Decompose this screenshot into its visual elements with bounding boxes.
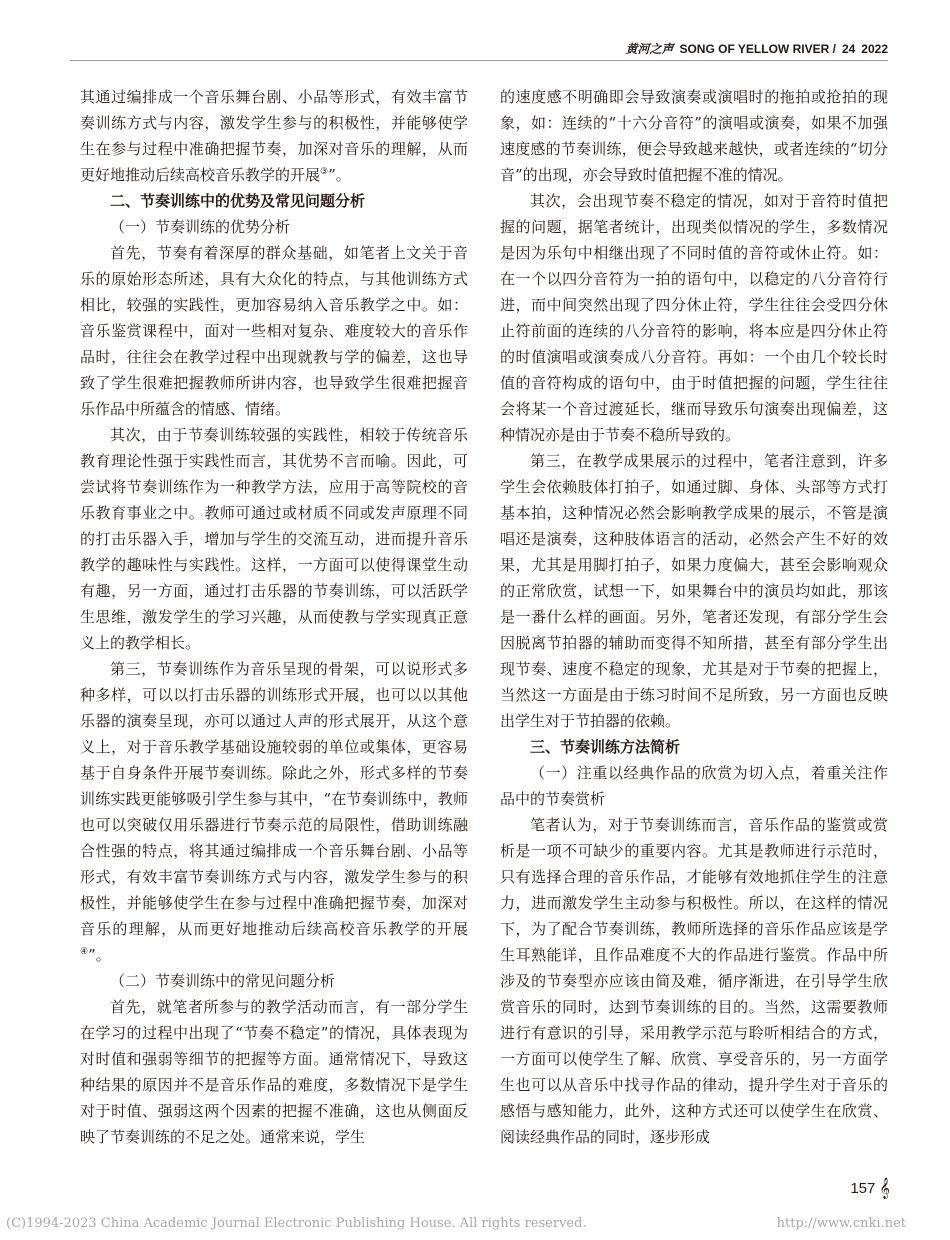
page-number: 157 bbox=[850, 1180, 876, 1197]
paragraph bbox=[500, 84, 888, 188]
text: 第三，在教学成果展示的过程中，笔者注意到，许多学生会依赖肢体打拍子，如通过脚、身体、头部等方式打基本拍，这种情况必然会影响教学成果的展示，不管是演唱还是演奏，这种肢体语言的活动，必然会产生不好的效果，尤其是用脚打拍子，如果力度偏大，甚至会影响观众的正常欣赏，试想一下，如果舞台中的演员均如此，那该是一番什么样的画面。另外，笔者还发现，有部分学生会因脱离节拍器的辅助而变得不知所措，甚至有部分学生出现节奏、速度不稳定的现象，尤其是对于节奏的把握上，当然这一方面是由于练习时间不足所致，另一方面也反映出学生对于节拍器的依赖。 bbox=[500, 452, 888, 730]
running-header bbox=[625, 40, 888, 57]
footer-url[interactable]: http://www.cnki.net bbox=[776, 1216, 906, 1231]
left-column bbox=[80, 84, 468, 1150]
paragraph bbox=[500, 448, 888, 734]
text: （一）节奏训练的优势分析 bbox=[110, 218, 291, 236]
issue-number: 24 bbox=[841, 42, 856, 56]
paragraph bbox=[500, 188, 888, 448]
text: 笔者认为，对于节奏训练而言，音乐作品的鉴赏或赏析是一项不可缺少的重要内容。尤其是教师进行示范时，只有选择合理的音乐作品，才能够有效地抓住学生的注意力，进而激发学生主动参与积极性。所以，在这样的情况下，为了配合节奏训练，教师所选择的音乐作品应该是学生耳熟能详，且作品难度不大的作品进行鉴赏。作品中所涉及的节奏型亦应该由简及难，循序渐进，在引导学生欣赏音乐的同时，达到节奏训练的目的。当然，这需要教师进行有意识的引导，采用教学示范与聆听相结合的方式，一方面可以使学生了解、欣赏、享受音乐的，另一方面学生也可以从音乐中找寻作品的律动，提升学生对于音乐的感悟与感知能力，此外，这种方式还可以使学生在欣赏、阅读经典作品的同时，逐步形成 bbox=[500, 816, 888, 1146]
paragraph bbox=[80, 656, 468, 968]
journal-year: 2022 bbox=[861, 42, 888, 56]
journal-logo: 黄河之声 bbox=[625, 42, 674, 56]
text: 其次，由于节奏训练较强的实践性，相较于传统音乐教育理论性强于实践性而言，其优势不言而喻。因此，可尝试将节奏训练作为一种教学方法，应用于高等院校的音乐教育事业之中。教师可通过或材质不同或发声原理不同的打击乐器入手，增加与学生的交流互动，进而提升音乐教学的趣味性与实践性。这样，一方面可以使得课堂生动有趣，另一方面，通过打击乐器的节奏训练，可以活跃学生思维，激发学生的学习兴趣，从而使教与学实现真正意义上的教学相长。 bbox=[80, 426, 468, 652]
text: （一）注重以经典作品的欣赏为切入点，着重关注作品中的节奏赏析 bbox=[500, 764, 888, 808]
section-heading bbox=[80, 968, 468, 994]
section-heading bbox=[500, 734, 888, 760]
section-heading bbox=[80, 214, 468, 240]
text: 三、节奏训练方法简析 bbox=[530, 738, 681, 756]
right-column bbox=[500, 84, 888, 1150]
text: 首先，节奏有着深厚的群众基础，如笔者上文关于音乐的原始形态所述，具有大众化的特点，与其他训练方式相比，较强的实践性，更加容易纳入音乐教学之中。如：音乐鉴赏课程中，面对一些相对复杂、难度较大的音乐作品时，往往会在教学过程中出现就教与学的偏差，这也导致了学生很难把握教师所讲内容，也导致学生很难把握音乐作品中所蕴含的情感、情绪。 bbox=[80, 244, 468, 418]
text-tail: ”。 bbox=[88, 946, 111, 964]
paragraph bbox=[80, 422, 468, 656]
journal-title: SONG OF YELLOW RIVER / bbox=[679, 42, 836, 56]
text: 其次，会出现节奏不稳定的情况，如对于音符时值把握的问题，据笔者统计，出现类似情况的学生，多数情况是因为乐句中相继出现了不同时值的音符或休止符。如：在一个以四分音符为一拍的语句中，以稳定的八分音符行进，而中间突然出现了四分休止符，学生往往会受四分休止符前面的连续的八分音符的影响，将本应是四分休止符的时值演唱或演奏成八分音符。再如：一个由几个较长时值的音符构成的语句中，由于时值把握的问题，学生往往会将某一个音过渡延长，继而导致乐句演奏出现偏差，这种情况亦是由于节奏不稳所导致的。 bbox=[500, 192, 888, 444]
text: （二）节奏训练中的常见问题分析 bbox=[110, 972, 336, 990]
text: 二、节奏训练中的优势及常见问题分析 bbox=[110, 192, 366, 210]
treble-clef-icon: 𝄞 bbox=[879, 1178, 890, 1198]
paragraph bbox=[80, 994, 468, 1150]
section-heading bbox=[500, 760, 888, 812]
footnote-ref: ④ bbox=[80, 947, 89, 957]
page-number-block bbox=[850, 1178, 890, 1199]
paragraph bbox=[80, 240, 468, 422]
text: 的速度感不明确即会导致演奏或演唱时的拖拍或抢拍的现象，如：连续的“十六分音符”的演唱或演奏，如果不加强速度感的节奏训练，便会导致越来越快，或者连续的“切分音”的出现，亦会导致时值把握不准的情况。 bbox=[500, 88, 888, 184]
copyright-notice: (C)1994-2023 China Academic Journal Electronic Publishing House. All rights reserved. bbox=[6, 1216, 587, 1231]
paragraph bbox=[80, 84, 468, 188]
text: 其通过编排成一个音乐舞台剧、小品等形式，有效丰富节奏训练方式与内容，激发学生参与的积极性，并能够使学生在参与过程中准确把握节奏，加深对音乐的理解，从而更好地推动后续高校音乐教学的开展 bbox=[80, 88, 468, 184]
text: 首先，就笔者所参与的教学活动而言，有一部分学生在学习的过程中出现了“节奏不稳定”的情况，具体表现为对时值和强弱等细节的把握等方面。通常情况下，导致这种结果的原因并不是音乐作品的难度，多数情况下是学生对于时值、强弱这两个因素的把握不准确，这也从侧面反映了节奏训练的不足之处。通常来说，学生 bbox=[80, 998, 468, 1146]
text-tail: ”。 bbox=[328, 166, 351, 184]
section-heading bbox=[80, 188, 468, 214]
text: 第三，节奏训练作为音乐呈现的骨架，可以说形式多种多样，可以以打击乐器的训练形式开展，也可以以其他乐器的演奏呈现，亦可以通过人声的形式展开，从这个意义上，对于音乐教学基础设施较弱的单位或集体，更容易基于自身条件开展节奏训练。除此之外，形式多样的节奏训练实践更能够吸引学生参与其中，“在节奏训练中，教师也可以突破仅用乐器进行节奏示范的局限性，借助训练融合性强的特点，将其通过编排成一个音乐舞台剧、小品等形式，有效丰富节奏训练方式与内容，激发学生参与的积极性，并能够使学生在参与过程中准确把握节奏，加深对音乐的理解，从而更好地推动后续高校音乐教学的开展 bbox=[80, 660, 468, 938]
header-rule bbox=[70, 60, 888, 61]
paragraph bbox=[500, 812, 888, 1150]
footnote-ref: ③ bbox=[320, 167, 329, 177]
